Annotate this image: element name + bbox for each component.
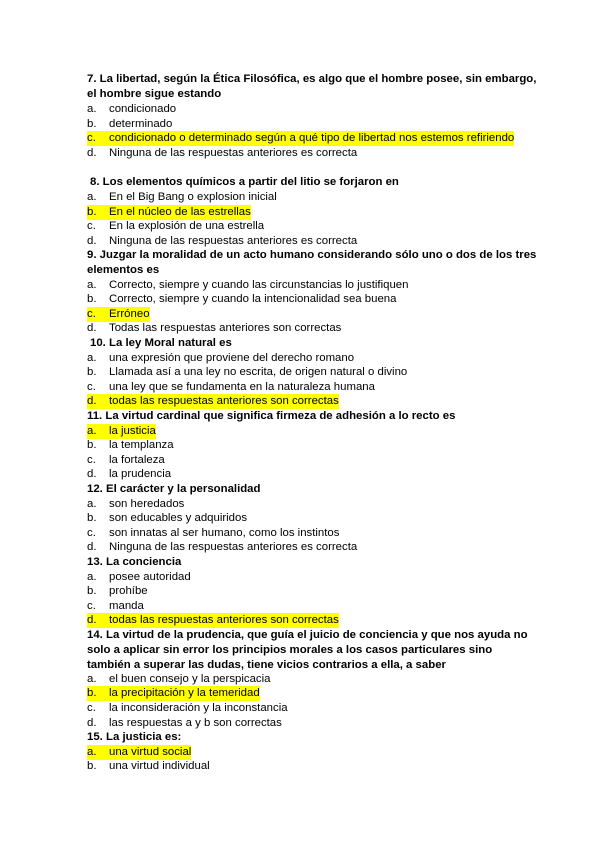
option-row [87,701,288,716]
option-letter: c. [87,132,96,144]
option-letter: c. [87,220,96,232]
question-prompt: 14. La virtud de la prudencia, que guía el juicio de conciencia y que nos ayuda no solo a aplicar sin error los principios morales a los casos particulares sino también a superar las dudas, tiene vicios contrarios a ella, a saber [87,629,528,671]
option-letter: b. [87,118,97,130]
option-row-highlighted [87,613,339,628]
option-row [87,453,165,468]
option-letter: d. [87,235,97,247]
option-letter: b. [87,366,97,378]
option-row [87,321,341,336]
option-letter: a. [87,425,97,437]
option-letter: a. [87,571,97,583]
option-letter: c. [87,702,96,714]
option-row-highlighted [87,424,156,439]
option-letter: b. [87,585,97,597]
option-text: determinado [109,118,173,130]
option-row [87,716,282,731]
option-row [87,234,357,249]
option-letter: c. [87,381,96,393]
option-row [87,219,264,234]
option-row [87,672,270,687]
option-letter: a. [87,673,97,685]
option-text: En el núcleo de las estrellas [109,206,251,218]
option-text: el buen consejo y la perspicacia [109,673,271,685]
option-row-highlighted [87,686,260,701]
option-letter: c. [87,454,96,466]
option-row [87,438,174,453]
option-row [87,117,172,132]
option-row [87,511,247,526]
option-letter: a. [87,279,97,291]
option-text: la templanza [109,439,174,451]
option-text: condicionado o determinado según a qué tipo de libertad nos estemos refiriendo [109,132,515,144]
question-prompt: 10. La ley Moral natural es [90,337,232,349]
question-prompt: 15. La justicia es: [87,731,182,743]
question-prompt: 9. Juzgar la moralidad de un acto humano considerando sólo uno o dos de los tres elementos es [87,249,537,276]
option-text: la justicia [109,425,156,437]
option-text: la fortaleza [109,454,165,466]
option-text: En el Big Bang o explosion inicial [109,191,277,203]
option-text: manda [109,600,144,612]
option-row [87,570,191,585]
option-text: Correcto, siempre y cuando las circunstancias lo justifiquen [109,279,409,291]
option-row-highlighted [87,205,251,220]
question-prompt: 8. Los elementos químicos a partir del litio se forjaron en [90,176,399,188]
option-letter: d. [87,147,97,159]
option-text: una virtud social [109,746,192,758]
option-letter: a. [87,498,97,510]
option-letter: b. [87,439,97,451]
option-text: son heredados [109,498,185,510]
option-letter: b. [87,687,97,699]
option-row [87,526,339,541]
option-row [87,102,176,117]
option-text: todas las respuestas anteriores son correctas [109,395,339,407]
option-text: la inconsideración y la inconstancia [109,702,288,714]
option-text: una virtud individual [109,760,210,772]
question-prompt: 13. La conciencia [87,556,182,568]
option-row [87,146,357,161]
option-row-highlighted [87,394,339,409]
question-prompt: 12. El carácter y la personalidad [87,483,261,495]
option-letter: d. [87,717,97,729]
option-text: la precipitación y la temeridad [109,687,260,699]
option-text: Ninguna de las respuestas anteriores es correcta [109,147,358,159]
option-letter: b. [87,293,97,305]
option-text: Ninguna de las respuestas anteriores es correcta [109,235,358,247]
option-letter: b. [87,206,97,218]
option-letter: d. [87,395,97,407]
option-text: las respuestas a y b son correctas [109,717,282,729]
option-letter: a. [87,191,97,203]
option-letter: c. [87,600,96,612]
option-row [87,467,171,482]
option-letter: b. [87,512,97,524]
option-letter: d. [87,322,97,334]
option-row [87,292,396,307]
option-letter: c. [87,527,96,539]
option-letter: b. [87,760,97,772]
option-text: posee autoridad [109,571,191,583]
option-letter: d. [87,468,97,480]
option-text: una expresión que proviene del derecho romano [109,352,355,364]
option-letter: c. [87,308,96,320]
option-text: Erróneo [109,308,150,320]
question-prompt: 11. La virtud cardinal que significa firmeza de adhesión a lo recto es [87,410,456,422]
option-row-highlighted [87,131,514,146]
option-letter: a. [87,746,97,758]
option-text: Correcto, siempre y cuando la intencionalidad sea buena [109,293,397,305]
option-row [87,540,357,555]
option-text: son innatas al ser humano, como los instintos [109,527,340,539]
option-row-highlighted [87,745,191,760]
option-row [87,497,184,512]
option-row [87,190,277,205]
question-prompt: 7. La libertad, según la Ética Filosófica, es algo que el hombre posee, sin embargo, el hombre sigue estando [87,73,537,100]
option-row [87,380,375,395]
option-text: prohíbe [109,585,148,597]
option-text: una ley que se fundamenta en la naturaleza humana [109,381,375,393]
option-row [87,599,144,614]
option-letter: a. [87,103,97,115]
option-row [87,278,408,293]
option-text: Ninguna de las respuestas anteriores es correcta [109,541,358,553]
option-row [87,584,148,599]
option-row [87,351,354,366]
option-letter: d. [87,541,97,553]
option-text: Llamada así a una ley no escrita, de origen natural o divino [109,366,408,378]
option-letter: a. [87,352,97,364]
option-text: la prudencia [109,468,172,480]
option-row [87,365,407,380]
option-text: Todas las respuestas anteriores son correctas [109,322,342,334]
option-row-highlighted [87,307,150,322]
option-row [87,759,210,774]
option-text: son educables y adquiridos [109,512,248,524]
option-text: todas las respuestas anteriores son correctas [109,614,339,626]
option-letter: d. [87,614,97,626]
option-text: En la explosión de una estrella [109,220,265,232]
option-text: condicionado [109,103,177,115]
